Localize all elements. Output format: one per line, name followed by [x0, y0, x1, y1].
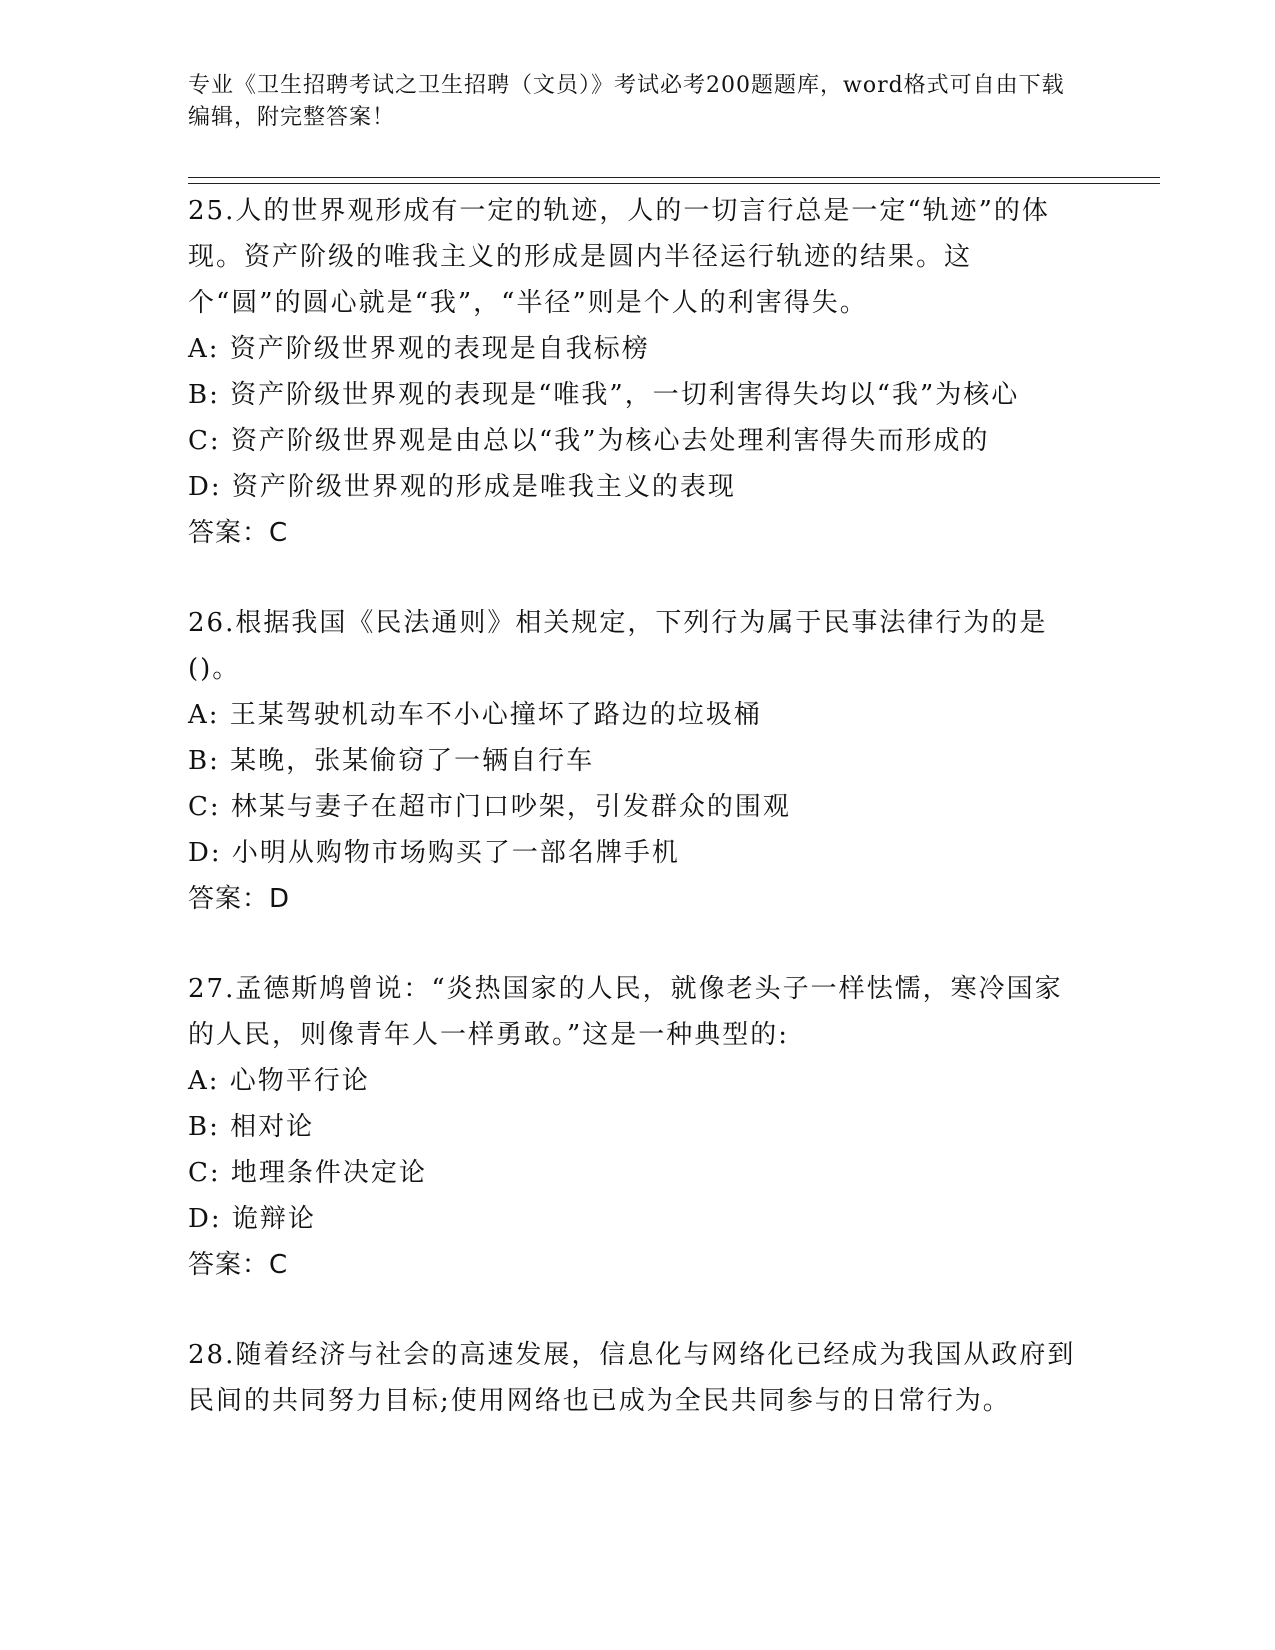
- question-stem: 28.随着经济与社会的高速发展，信息化与网络化已经成为我国从政府到民间的共同努力目标;使用网络也已成为全民共同参与的日常行为。: [188, 1340, 1076, 1416]
- question-list: [188, 188, 1078, 1468]
- option-b: B: 相对论: [188, 1112, 315, 1142]
- question-27: [188, 966, 1078, 1288]
- question-stem: 27.孟德斯鸠曾说：“炎热国家的人民，就像老头子一样怯懦，寒冷国家的人民，则像青年人一样勇敢。”这是一种典型的:: [188, 974, 1063, 1050]
- option-d: D: 诡辩论: [188, 1204, 316, 1234]
- header-divider-top: [188, 177, 1160, 178]
- option-d: D: 资产阶级世界观的形成是唯我主义的表现: [188, 472, 736, 502]
- question-28: [188, 1332, 1078, 1424]
- header-divider-bottom: [188, 183, 1160, 184]
- answer-label: 答案：D: [188, 884, 291, 914]
- question-26: [188, 600, 1078, 922]
- document-header: 专业《卫生招聘考试之卫生招聘（文员）》考试必考200题题库，word格式可自由下载编辑，附完整答案！: [188, 73, 1065, 130]
- option-d: D: 小明从购物市场购买了一部名牌手机: [188, 838, 680, 868]
- question-25: [188, 188, 1078, 556]
- option-c: C: 地理条件决定论: [188, 1158, 427, 1188]
- option-c: C: 林某与妻子在超市门口吵架，引发群众的围观: [188, 792, 791, 822]
- option-a: A: 心物平行论: [188, 1066, 370, 1096]
- option-b: B: 某晚，张某偷窃了一辆自行车: [188, 746, 595, 776]
- question-stem: 26.根据我国《民法通则》相关规定，下列行为属于民事法律行为的是()。: [188, 608, 1048, 684]
- option-b: B: 资产阶级世界观的表现是“唯我”，一切利害得失均以“我”为核心: [188, 380, 1020, 410]
- question-stem: 25.人的世界观形成有一定的轨迹，人的一切言行总是一定“轨迹”的体现。资产阶级的唯我主义的形成是圆内半径运行轨迹的结果。这个“圆”的圆心就是“我”，“半径”则是个人的利害得失。: [188, 196, 1050, 318]
- option-a: A: 资产阶级世界观的表现是自我标榜: [188, 334, 650, 364]
- answer-label: 答案：C: [188, 518, 289, 548]
- answer-label: 答案：C: [188, 1250, 289, 1280]
- option-c: C: 资产阶级世界观是由总以“我”为核心去处理利害得失而形成的: [188, 426, 990, 456]
- option-a: A: 王某驾驶机动车不小心撞坏了路边的垃圾桶: [188, 700, 762, 730]
